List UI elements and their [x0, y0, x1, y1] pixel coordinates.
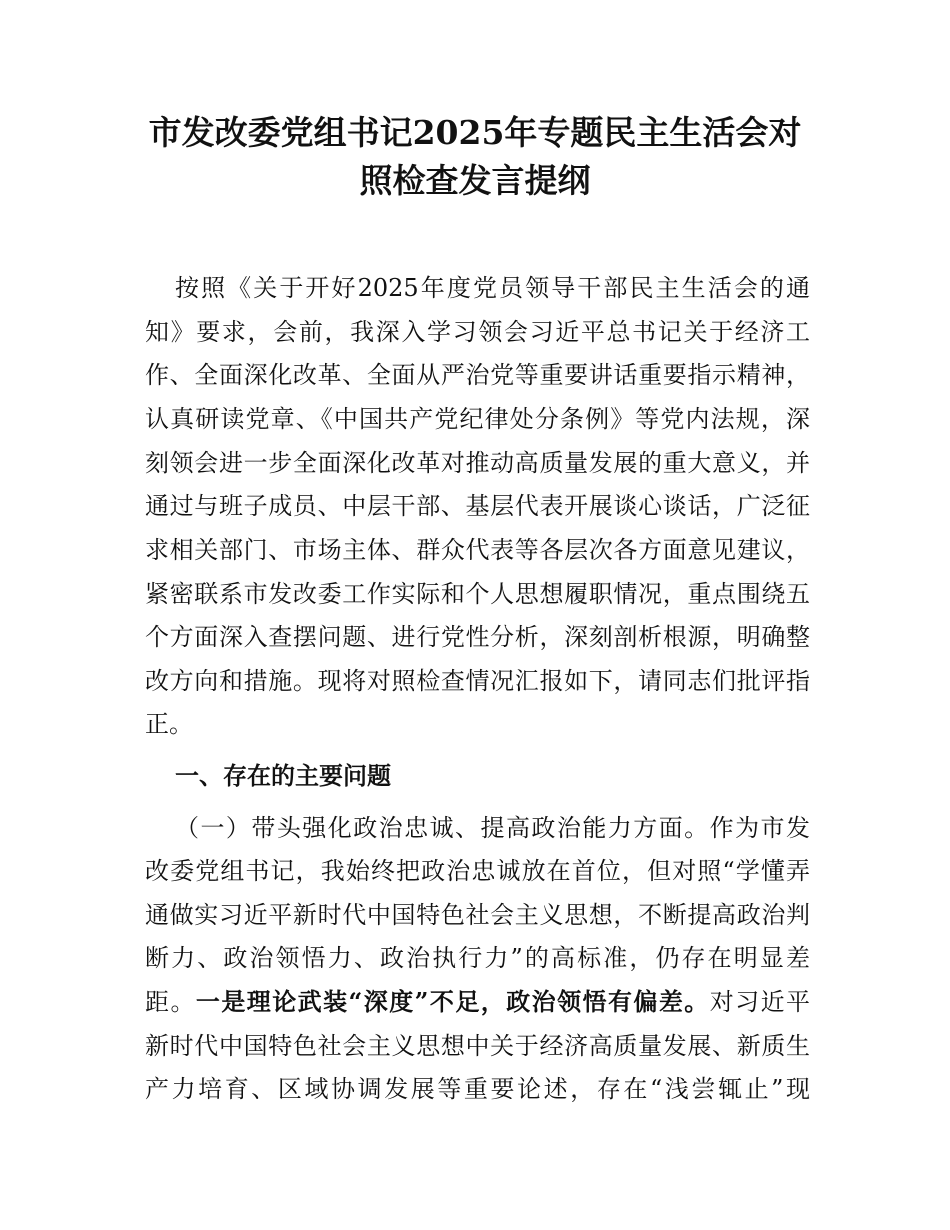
- section-heading: 一、存在的主要问题: [175, 762, 391, 790]
- text-line: 按照《关于开好2025年度党员领导干部民主生活会的通: [175, 274, 810, 302]
- text-line: 求相关部门、市场主体、群众代表等各层次各方面意见建议，: [145, 536, 810, 564]
- text-line: 知》要求，会前，我深入学习领会习近平总书记关于经济工: [145, 318, 810, 346]
- document-title-line-2: 照检查发言提纲: [359, 161, 591, 200]
- text-line: 断力、政治领悟力、政治执行力”的高标准，仍存在明显差: [145, 944, 810, 972]
- text-line: 改方向和措施。现将对照检查情况汇报如下，请同志们批评指: [145, 667, 810, 695]
- text-line: 改委党组书记，我始终把政治忠诚放在首位，但对照“学懂弄: [145, 857, 810, 885]
- text-line: 刻领会进一步全面深化改革对推动高质量发展的重大意义，并: [145, 449, 810, 477]
- text-line: （一）带头强化政治忠诚、提高政治能力方面。作为市发: [175, 814, 810, 842]
- text-line: 新时代中国特色社会主义思想中关于经济高质量发展、新质生: [145, 1032, 810, 1060]
- text-segment: 距。: [145, 988, 196, 1016]
- text-line: 个方面深入查摆问题、进行党性分析，深刻剖析根源，明确整: [145, 623, 810, 651]
- text-segment: 对习近平: [709, 988, 811, 1016]
- text-line: 通做实习近平新时代中国特色社会主义思想，不断提高政治判: [145, 901, 810, 929]
- document-title-line-1: 市发改委党组书记2025年专题民主生活会对: [148, 113, 802, 152]
- text-line: 正。: [145, 710, 193, 738]
- bold-subheading: 一是理论武装“深度”不足，政治领悟有偏差。: [195, 987, 710, 1016]
- text-line: 紧密联系市发改委工作实际和个人思想履职情况，重点围绕五: [145, 580, 810, 608]
- text-line: 产力培育、区域协调发展等重要论述，存在“浅尝辄止”现: [145, 1075, 810, 1103]
- text-line: 通过与班子成员、中层干部、基层代表开展谈心谈话，广泛征: [145, 492, 810, 520]
- text-line: 作、全面深化改革、全面从严治党等重要讲话重要指示精神，: [145, 361, 810, 389]
- text-line: [145, 987, 810, 1017]
- text-line: 认真研读党章、《中国共产党纪律处分条例》等党内法规，深: [145, 405, 810, 433]
